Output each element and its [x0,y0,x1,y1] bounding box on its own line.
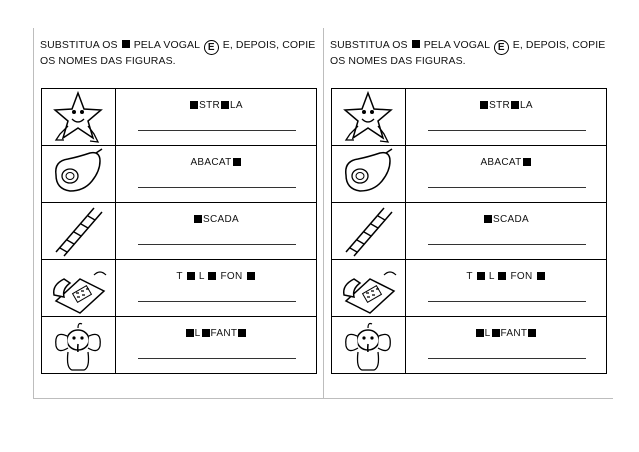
elephant-icon [50,318,108,372]
answer-line[interactable] [138,187,296,188]
word-escada: SCADA [406,214,606,225]
word-telefone: T L FON [406,271,606,282]
answer-line[interactable] [428,130,586,131]
blank-square [480,101,488,109]
word-abacate: ABACAT [116,157,316,168]
star-icon [50,90,108,144]
blank-square [221,101,229,109]
vowel-circle: E [204,40,219,55]
blank-square [238,329,246,337]
ladder-icon [50,204,108,258]
word-elefante: L FANT [116,328,316,339]
exercise-row [332,203,607,260]
answer-line[interactable] [428,187,586,188]
exercise-row [42,146,317,203]
answer-line[interactable] [428,244,586,245]
word-telefone: T L FON [116,271,316,282]
blank-square [476,329,484,337]
blank-square [233,158,241,166]
telephone-icon [340,261,398,315]
blank-square [484,215,492,223]
blank-square [194,215,202,223]
blank-square [537,272,545,280]
exercise-row [42,317,317,374]
blank-square [528,329,536,337]
star-icon [340,90,398,144]
exercise-table [331,88,607,374]
blank-square [477,272,485,280]
vowel-circle: E [494,40,509,55]
blank-square [523,158,531,166]
word-elefante: L FANT [406,328,606,339]
blank-square [498,272,506,280]
blank-square [511,101,519,109]
instruction-text [330,39,610,68]
black-square-icon [412,40,420,48]
exercise-row [42,203,317,260]
elephant-icon [340,318,398,372]
instruction-text [40,39,320,68]
worksheet-left [33,28,324,398]
exercise-row [42,89,317,146]
blank-square [202,329,210,337]
blank-square [208,272,216,280]
answer-line[interactable] [138,358,296,359]
exercise-row [332,146,607,203]
telephone-icon [50,261,108,315]
page-bottom-border [33,398,613,399]
blank-square [186,329,194,337]
exercise-row [332,317,607,374]
instruction-part2: PELA VOGAL [133,39,200,51]
answer-line[interactable] [138,244,296,245]
instruction-line2: OS NOMES DAS FIGURAS. [330,55,466,67]
exercise-table [41,88,317,374]
blank-square [190,101,198,109]
answer-line[interactable] [428,301,586,302]
word-abacate: ABACAT [406,157,606,168]
instruction-part2: PELA VOGAL [423,39,490,51]
black-square-icon [122,40,130,48]
instruction-part1: SUBSTITUA OS [40,39,118,51]
word-estrela: STR LA [116,100,316,111]
answer-line[interactable] [428,358,586,359]
word-escada: SCADA [116,214,316,225]
answer-line[interactable] [138,301,296,302]
worksheet-right [323,28,614,398]
exercise-row [332,89,607,146]
exercise-row [42,260,317,317]
blank-square [187,272,195,280]
exercise-row [332,260,607,317]
avocado-icon [340,147,398,201]
instruction-part3: E, DEPOIS, COPIE [222,39,316,51]
ladder-icon [340,204,398,258]
avocado-icon [50,147,108,201]
instruction-part3: E, DEPOIS, COPIE [512,39,606,51]
blank-square [247,272,255,280]
word-estrela: STR LA [406,100,606,111]
instruction-part1: SUBSTITUA OS [330,39,408,51]
answer-line[interactable] [138,130,296,131]
blank-square [492,329,500,337]
instruction-line2: OS NOMES DAS FIGURAS. [40,55,176,67]
